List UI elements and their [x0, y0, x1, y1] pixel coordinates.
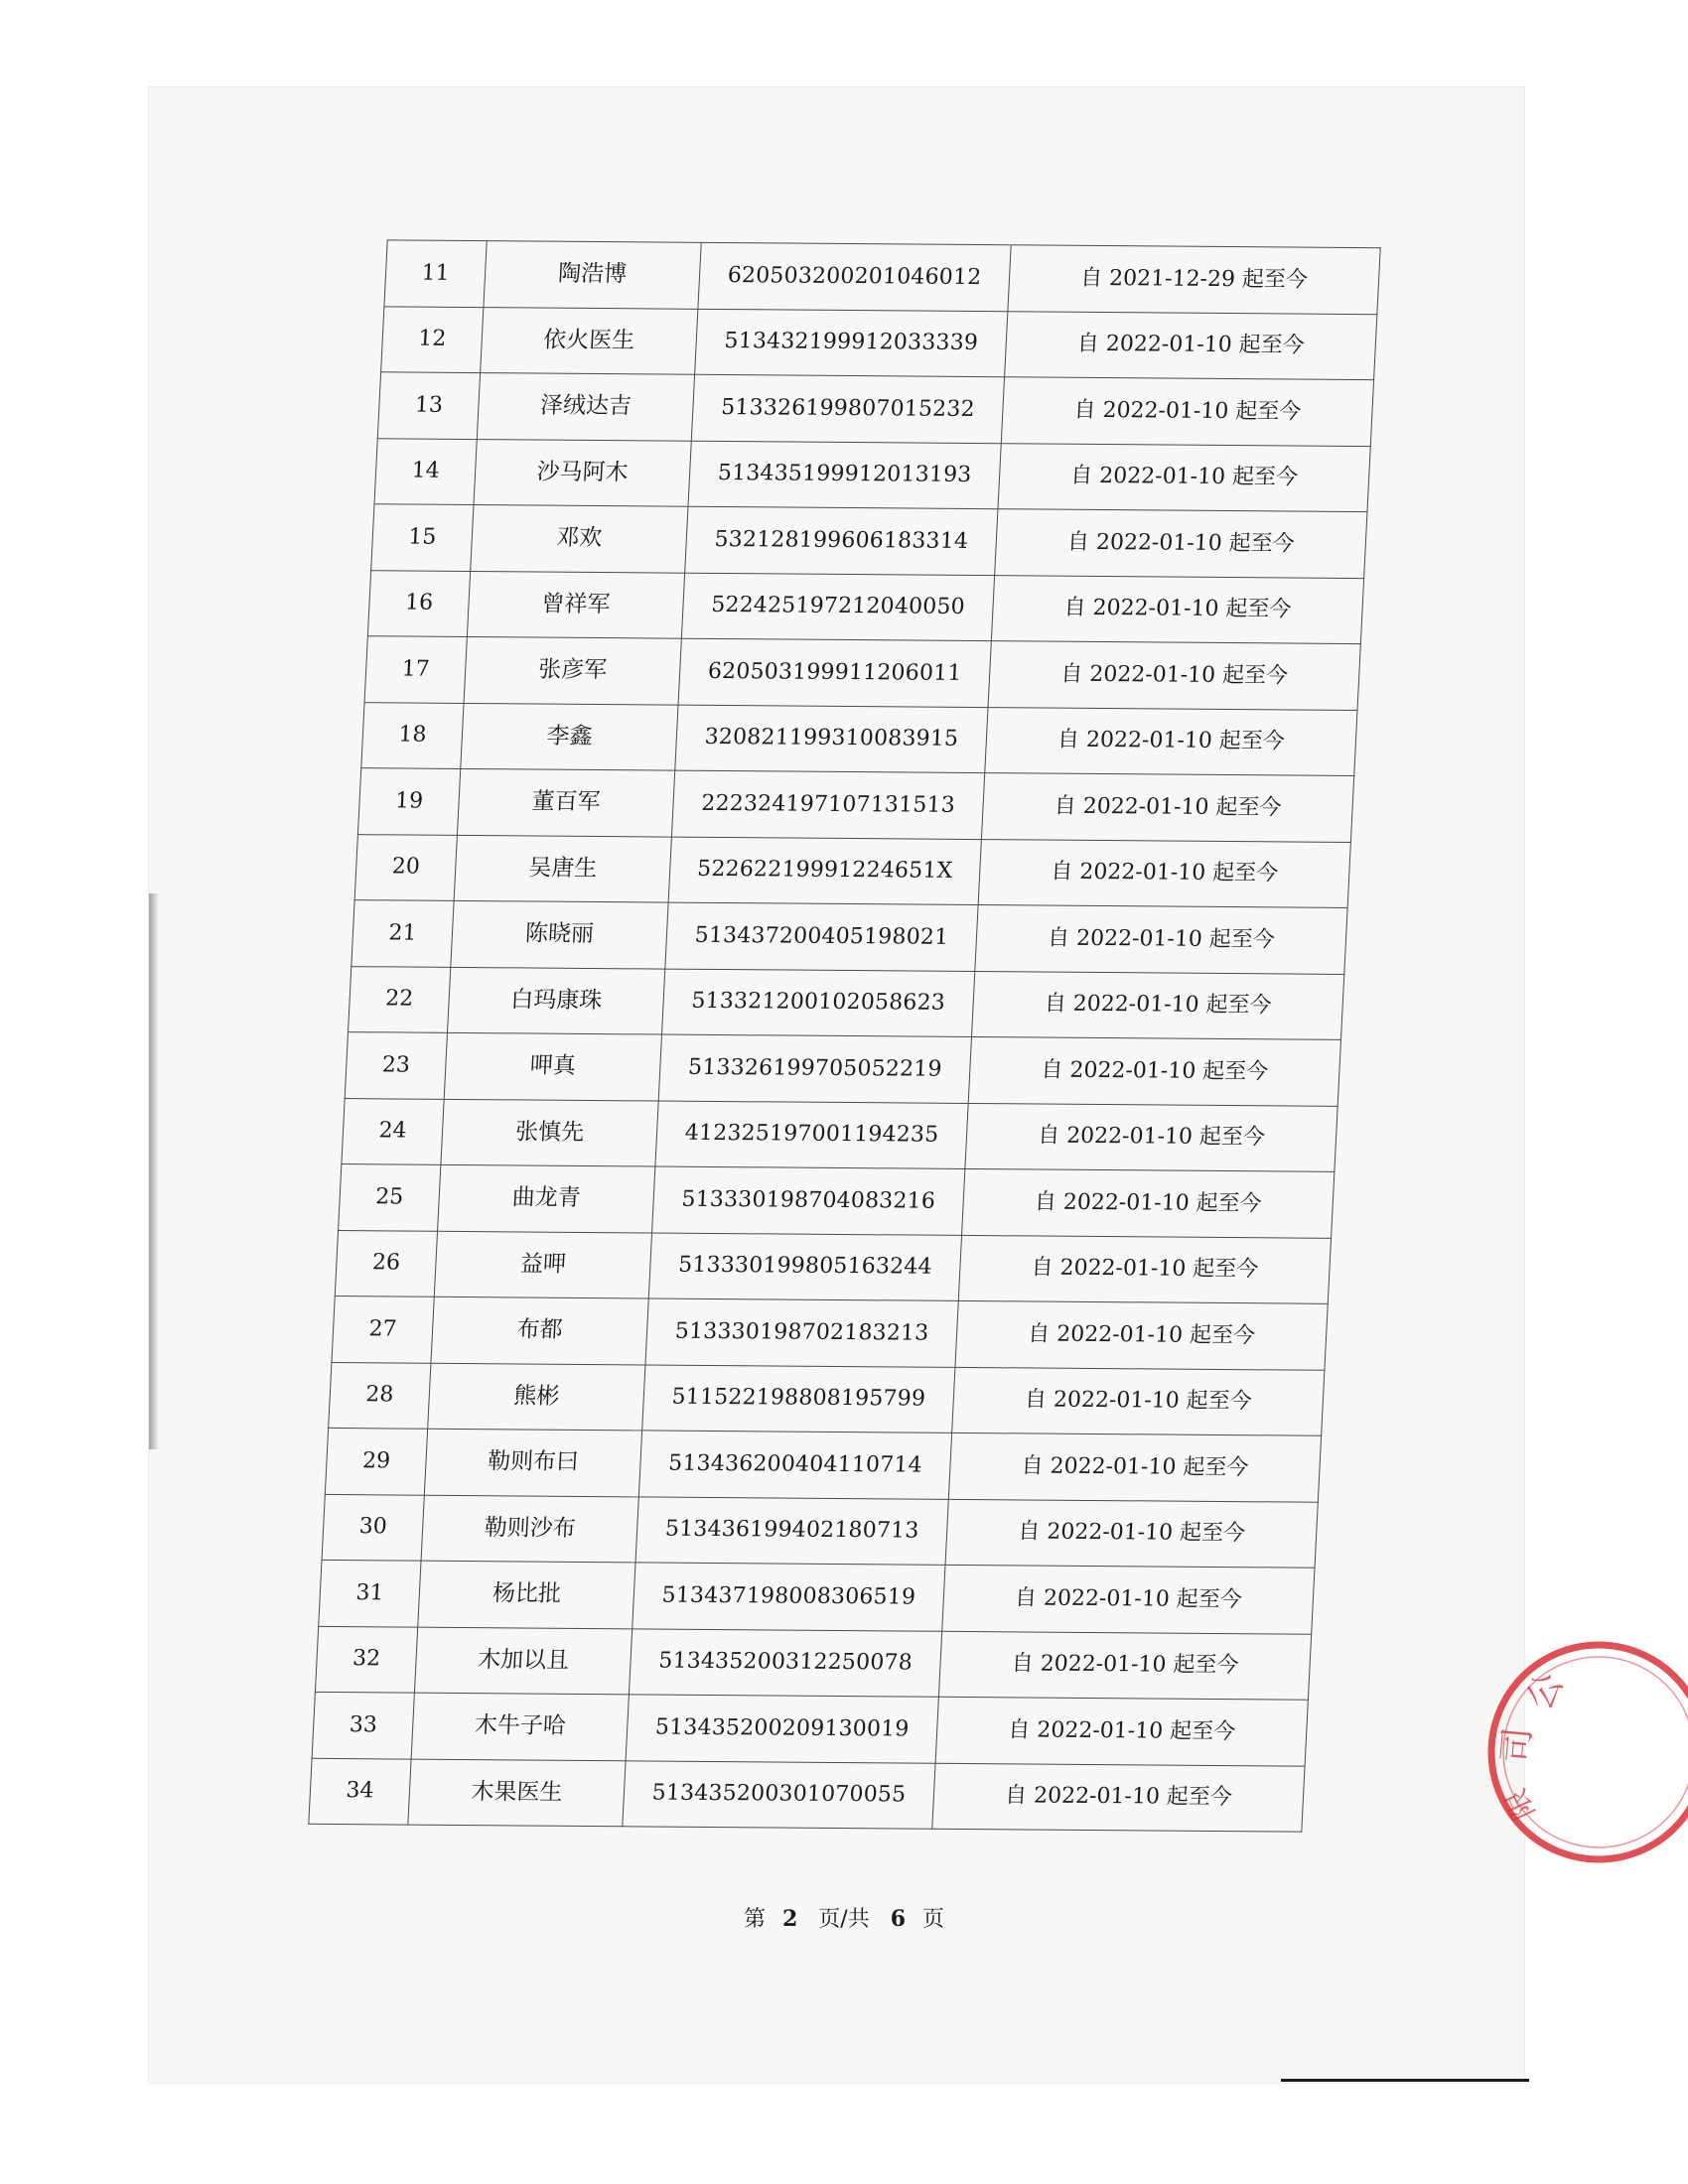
- table-row: [349, 966, 1344, 1039]
- row-number-cell: 11: [384, 240, 487, 307]
- employee-name-cell: 吴唐生: [454, 835, 671, 902]
- employment-period-cell: 自 2022-01-10 起至今: [975, 905, 1347, 974]
- row-number-cell: 21: [352, 900, 454, 967]
- id-number-cell: 222324197107131513: [671, 770, 984, 839]
- row-number-cell: 20: [354, 834, 457, 900]
- id-number-cell: 513326199807015232: [691, 374, 1004, 443]
- id-number-cell: 513326199705052219: [658, 1034, 971, 1103]
- row-number-cell: 14: [374, 438, 477, 504]
- employee-name-cell: 木果医生: [408, 1759, 626, 1827]
- row-number-cell: 27: [332, 1296, 434, 1362]
- row-number-cell: 16: [367, 570, 470, 636]
- table-row: [361, 702, 1357, 775]
- table-row: [354, 834, 1350, 907]
- id-number-cell: 513432199912033339: [695, 309, 1008, 377]
- employment-period-cell: 自 2022-01-10 起至今: [962, 1168, 1335, 1237]
- employment-period-cell: 自 2022-01-10 起至今: [952, 1367, 1325, 1435]
- row-number-cell: 32: [315, 1626, 417, 1693]
- table-row: [329, 1362, 1325, 1435]
- employee-name-cell: 杨比批: [418, 1561, 635, 1628]
- total-page-count: 6: [890, 1906, 907, 1932]
- employee-name-cell: 益呷: [434, 1231, 651, 1298]
- employment-period-cell: 自 2022-01-10 起至今: [948, 1433, 1321, 1501]
- employee-name-cell: 曲龙青: [438, 1164, 655, 1232]
- employment-period-cell: 自 2022-01-10 起至今: [935, 1697, 1308, 1765]
- footer-suffix: 页: [922, 1907, 945, 1932]
- table-row: [342, 1098, 1337, 1171]
- table-row: [377, 372, 1373, 446]
- id-number-cell: 513435200312250078: [629, 1628, 941, 1697]
- id-number-cell: 513437200405198021: [665, 902, 978, 971]
- employee-name-cell: 勒则布曰: [424, 1429, 641, 1496]
- id-number-cell: 513321200102058623: [662, 969, 975, 1037]
- footer-prefix: 第: [743, 1907, 766, 1932]
- table-row: [357, 768, 1353, 842]
- table-row: [384, 240, 1380, 314]
- employment-period-cell: 自 2022-01-10 起至今: [968, 1037, 1340, 1106]
- current-page-number: 2: [781, 1906, 798, 1932]
- row-number-cell: 19: [357, 768, 460, 835]
- row-number-cell: 15: [371, 504, 474, 571]
- table-row: [332, 1296, 1328, 1369]
- table-row: [322, 1494, 1318, 1568]
- table-row: [319, 1560, 1315, 1633]
- employee-name-cell: 勒则沙布: [421, 1495, 638, 1563]
- employment-period-cell: 自 2022-01-10 起至今: [985, 707, 1357, 775]
- table-row: [312, 1692, 1308, 1765]
- id-number-cell: 620503199911206011: [678, 638, 991, 707]
- row-number-cell: 17: [364, 636, 467, 703]
- id-number-cell: 52262219991224651X: [668, 837, 981, 905]
- employee-name-cell: 呷真: [444, 1032, 661, 1100]
- employment-period-cell: 自 2022-01-10 起至今: [995, 509, 1367, 578]
- table-row: [339, 1164, 1335, 1238]
- row-number-cell: 13: [377, 372, 480, 439]
- employee-name-cell: 邓欢: [471, 505, 688, 573]
- table-row: [315, 1626, 1311, 1700]
- employment-period-cell: 自 2022-01-10 起至今: [988, 641, 1360, 710]
- employment-period-cell: 自 2022-01-10 起至今: [1005, 311, 1377, 379]
- table-row: [345, 1032, 1340, 1106]
- employment-period-cell: 自 2022-01-10 起至今: [971, 971, 1343, 1039]
- employment-period-cell: 自 2022-01-10 起至今: [938, 1631, 1311, 1700]
- svg-text:司: 司: [1495, 1725, 1540, 1765]
- employment-period-cell: 自 2022-01-10 起至今: [958, 1235, 1331, 1303]
- id-number-cell: 320821199310083915: [675, 705, 988, 773]
- svg-text:限: 限: [1497, 1783, 1543, 1826]
- employee-name-cell: 李鑫: [461, 703, 678, 770]
- row-number-cell: 26: [335, 1230, 437, 1297]
- employment-period-cell: 自 2022-01-10 起至今: [998, 443, 1370, 511]
- table-row: [371, 504, 1367, 578]
- id-number-cell: 513435200209130019: [626, 1695, 938, 1763]
- employee-name-cell: 张慎先: [441, 1099, 658, 1166]
- table-row: [367, 570, 1363, 643]
- table-row: [335, 1230, 1331, 1303]
- id-number-cell: 513330199805163244: [648, 1232, 961, 1300]
- id-number-cell: 522425197212040050: [681, 573, 994, 641]
- row-number-cell: 18: [361, 702, 464, 768]
- id-number-cell: 513436200404110714: [638, 1431, 951, 1499]
- row-number-cell: 12: [381, 306, 484, 372]
- employee-name-cell: 依火医生: [481, 307, 698, 374]
- id-number-cell: 511522198808195799: [642, 1364, 955, 1433]
- employment-period-cell: 自 2022-01-10 起至今: [945, 1499, 1318, 1568]
- table-row: [352, 900, 1347, 974]
- id-number-cell: 513437198008306519: [633, 1563, 945, 1631]
- row-number-cell: 28: [329, 1362, 431, 1429]
- row-number-cell: 31: [319, 1560, 421, 1626]
- employment-period-cell: 自 2022-01-10 起至今: [932, 1763, 1305, 1832]
- footer-middle: 页/共: [818, 1907, 870, 1932]
- row-number-cell: 34: [309, 1758, 411, 1825]
- employee-name-cell: 陶浩博: [484, 241, 701, 309]
- employment-period-cell: 自 2022-01-10 起至今: [965, 1103, 1337, 1171]
- row-number-cell: 24: [342, 1098, 444, 1164]
- page-footer: [0, 1902, 1688, 1933]
- employment-period-cell: 自 2022-01-10 起至今: [991, 575, 1363, 643]
- table-row: [364, 636, 1360, 710]
- row-number-cell: 29: [325, 1428, 427, 1494]
- table-row: [325, 1428, 1321, 1501]
- row-number-cell: 33: [312, 1692, 414, 1758]
- row-number-cell: 22: [349, 966, 451, 1032]
- employee-name-cell: 白玛康珠: [448, 967, 665, 1034]
- employee-name-cell: 木加以且: [414, 1627, 632, 1695]
- employee-name-cell: 熊彬: [428, 1363, 645, 1431]
- employee-name-cell: 泽绒达吉: [477, 373, 694, 441]
- id-number-cell: 412325197001194235: [655, 1101, 968, 1169]
- employee-name-cell: 陈晓丽: [451, 900, 668, 968]
- table-row: [374, 438, 1370, 511]
- employment-period-cell: 自 2022-01-10 起至今: [942, 1565, 1315, 1633]
- employee-record-table: [308, 239, 1380, 1832]
- row-number-cell: 30: [322, 1494, 424, 1561]
- table-body: [309, 240, 1380, 1832]
- employee-name-cell: 曾祥军: [467, 571, 684, 638]
- table-row: [381, 306, 1377, 379]
- id-number-cell: 513330198704083216: [652, 1166, 965, 1235]
- id-number-cell: 513435200301070055: [623, 1760, 935, 1829]
- table-row: [309, 1758, 1305, 1832]
- id-number-cell: 513436199402180713: [635, 1496, 948, 1565]
- id-number-cell: 513435199912013193: [688, 441, 1001, 509]
- company-seal-stamp: [1479, 1633, 1688, 1871]
- page-edge-shadow: [149, 893, 159, 1449]
- id-number-cell: 532128199606183314: [685, 506, 998, 575]
- svg-text:公: 公: [1518, 1666, 1572, 1717]
- employee-name-cell: 张彦军: [464, 637, 681, 705]
- employment-period-cell: 自 2022-01-10 起至今: [978, 839, 1350, 907]
- employee-name-cell: 木牛子哈: [411, 1693, 629, 1760]
- id-number-cell: 513330198702183213: [645, 1298, 958, 1367]
- page-edge-line: [1281, 2079, 1529, 2082]
- employment-period-cell: 自 2021-12-29 起至今: [1008, 245, 1380, 314]
- employment-period-cell: 自 2022-01-10 起至今: [955, 1300, 1328, 1369]
- employment-period-cell: 自 2022-01-10 起至今: [1001, 377, 1373, 446]
- row-number-cell: 25: [339, 1164, 441, 1231]
- employee-name-cell: 沙马阿木: [474, 439, 691, 506]
- employment-period-cell: 自 2022-01-10 起至今: [981, 773, 1353, 842]
- employee-name-cell: 董百军: [457, 768, 674, 836]
- id-number-cell: 620503200201046012: [698, 242, 1011, 311]
- row-number-cell: 23: [345, 1032, 447, 1099]
- employee-name-cell: 布都: [431, 1297, 648, 1364]
